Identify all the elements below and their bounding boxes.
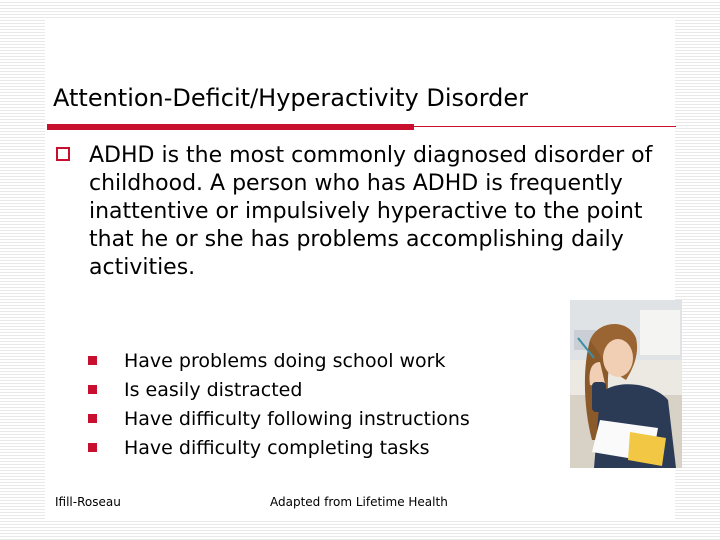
list-item-text: Is easily distracted bbox=[124, 379, 303, 401]
footer-author: Ifill-Roseau bbox=[55, 495, 121, 509]
square-bullet-icon bbox=[88, 414, 97, 423]
title-underline-thick bbox=[47, 124, 414, 130]
main-bullet-text: ADHD is the most commonly diagnosed disorder of childhood. A person who has ADHD is frequently inattentive or impulsively hyperactive to the point that he or she has problems accomplishing daily activities. bbox=[89, 143, 653, 280]
list-item bbox=[88, 434, 470, 463]
footer-source: Adapted from Lifetime Health bbox=[270, 495, 448, 509]
hollow-square-bullet-icon bbox=[56, 147, 70, 161]
square-bullet-icon bbox=[88, 443, 97, 452]
girl-studying-photo bbox=[570, 300, 682, 468]
list-item bbox=[88, 347, 470, 376]
list-item-text: Have problems doing school work bbox=[124, 350, 446, 372]
list-item-text: Have difficulty completing tasks bbox=[124, 437, 430, 459]
list-item bbox=[88, 405, 470, 434]
list-item bbox=[88, 376, 470, 405]
slide-title: Attention-Deficit/Hyperactivity Disorder bbox=[53, 84, 529, 112]
list-item-text: Have difficulty following instructions bbox=[124, 408, 470, 430]
sub-bullet-list bbox=[88, 347, 470, 463]
square-bullet-icon bbox=[88, 385, 97, 394]
title-underline-thin bbox=[414, 126, 676, 127]
square-bullet-icon bbox=[88, 356, 97, 365]
